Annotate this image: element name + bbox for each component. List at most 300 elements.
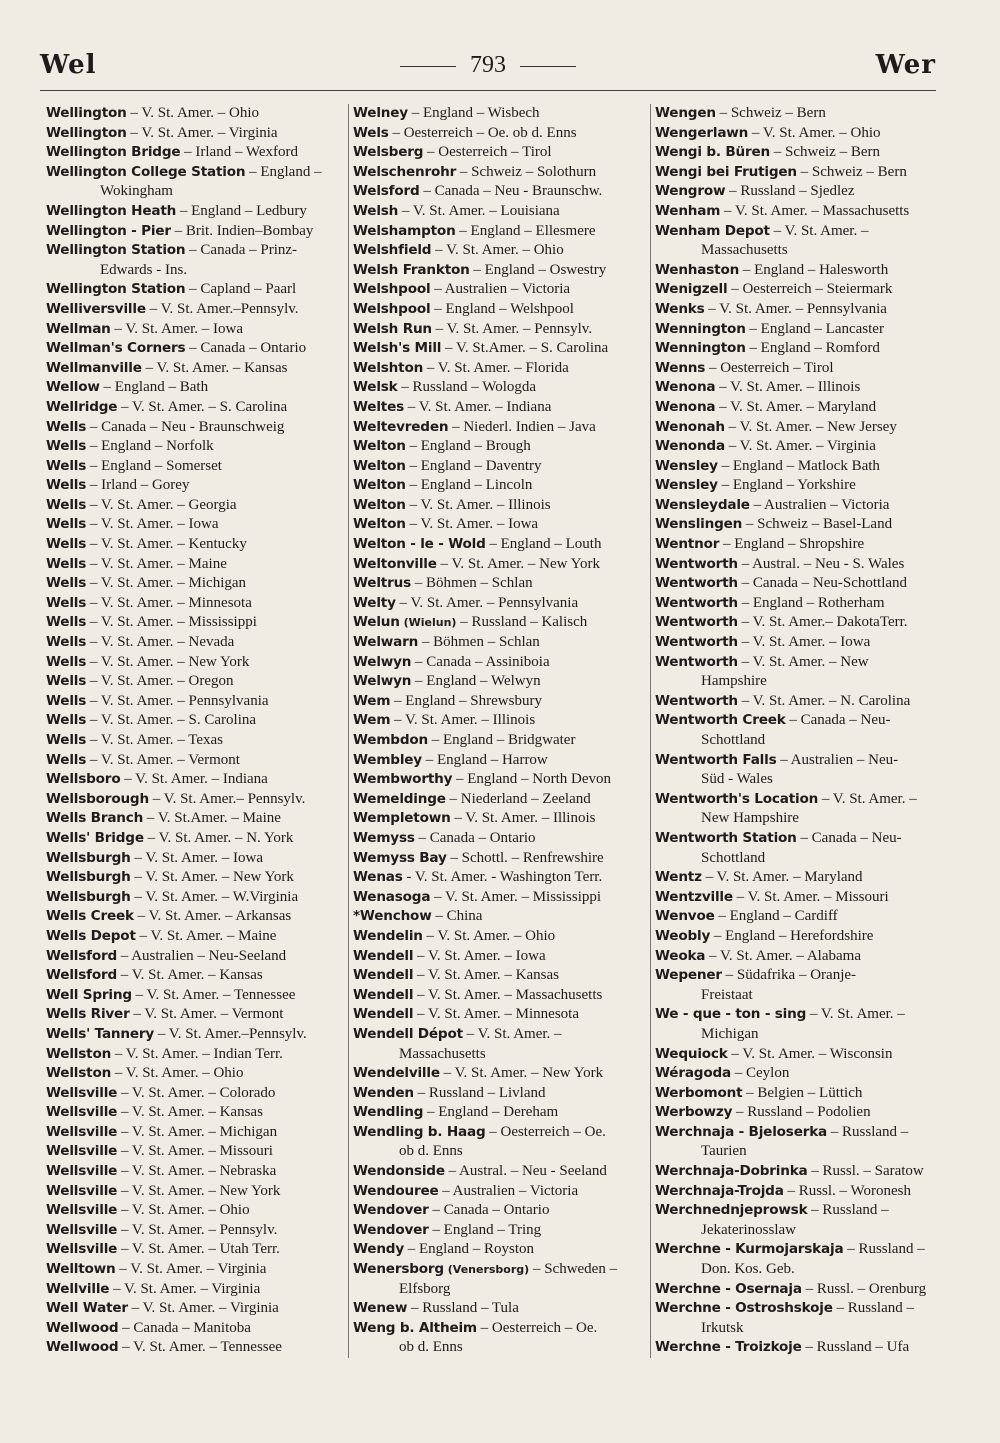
gazetteer-entry (349, 1182, 645, 1202)
entry-continuation: ob d. Enns (399, 1339, 463, 1356)
place-location: – Schweiz – Bern (770, 144, 880, 161)
place-name: Wentworth (655, 634, 738, 651)
place-location: – England – Cardiff (714, 908, 838, 925)
gazetteer-entry (349, 986, 645, 1006)
place-name: Wells Depot (46, 927, 136, 944)
place-name: Wellsford (46, 947, 118, 964)
gazetteer-entry (349, 555, 645, 575)
place-location: – V. St. Amer. – Nevada (86, 634, 235, 651)
place-location: – Canada – Neu- (785, 712, 891, 729)
gazetteer-entry (651, 378, 947, 398)
place-name: Welshpool (353, 281, 431, 298)
place-name: Welsford (353, 183, 420, 200)
gazetteer-entry (46, 1182, 342, 1202)
gazetteer-entry (651, 359, 947, 379)
place-location: – V. St. Amer. – Missouri (117, 1143, 273, 1160)
place-location: – V. St. Amer. – Kansas (413, 967, 559, 984)
gazetteer-entry (46, 1338, 342, 1358)
place-name: Wells Creek (46, 908, 134, 925)
place-location: – V. St. Amer. – Illinois (405, 496, 551, 513)
place-name: Wentworth Station (655, 829, 797, 846)
place-location: – Belgien – Lüttich (742, 1084, 863, 1101)
place-location: - V. St. Amer. - Washington Terr. (402, 869, 603, 886)
entry-continuation: Süd - Wales (701, 771, 773, 788)
place-location: – Austral. – Neu - S. Wales (737, 555, 905, 572)
place-name: Wellsville (46, 1143, 118, 1160)
gazetteer-entry (349, 320, 645, 340)
place-location: – Canada – Ontario (414, 829, 536, 846)
place-location: – Russland – Livland (413, 1084, 546, 1101)
place-name: Wendell (353, 1006, 414, 1023)
place-name: Wenigzell (655, 281, 728, 298)
place-name: Wellridge (46, 398, 118, 415)
gazetteer-entry (651, 653, 947, 673)
gazetteer-entry (651, 1045, 947, 1065)
place-location: – Russland – Podolien (732, 1104, 871, 1121)
place-location: – V. St. Amer. – Ohio (126, 105, 260, 121)
place-location: – Australien – Victoria (430, 281, 571, 298)
gazetteer-entry (46, 398, 342, 418)
gazetteer-entry (46, 1162, 342, 1182)
place-location: – V. St. Amer. – Iowa (86, 516, 219, 533)
gazetteer-entry (46, 1299, 342, 1319)
place-location: – V. St. Amer. – Missouri (732, 888, 889, 905)
gazetteer-entry (651, 574, 947, 594)
place-name: Wemeldinge (353, 790, 446, 807)
gazetteer-entry (349, 692, 645, 712)
place-name: Wendelville (353, 1065, 440, 1082)
place-location: – England – Shrewsbury (390, 692, 542, 709)
place-location: – V. St. Amer. – New Jersey (724, 418, 897, 435)
place-location: – V. St. Amer. – Ohio (111, 1065, 244, 1082)
place-name: Wembdon (353, 732, 428, 748)
place-name: Wells (46, 575, 87, 592)
gazetteer-entry (349, 1319, 645, 1339)
place-location: – England – Tring (428, 1221, 542, 1238)
place-location: – England – (245, 163, 322, 180)
place-location: – Ceylon (730, 1065, 790, 1082)
place-location: – Oesterreich – Oe. ob d. Enns (388, 124, 577, 141)
place-location: – Australien – Neu-Seeland (117, 947, 287, 964)
place-location: – Canada – Manitoba (118, 1319, 251, 1336)
place-location: – V. St. Amer. – (806, 1006, 905, 1023)
place-name: Wentworth (655, 653, 738, 670)
place-location: – V. St. Amer. – Ohio (748, 124, 881, 141)
place-name: Wennington (655, 320, 746, 337)
gazetteer-entry (651, 1240, 947, 1260)
place-location: – V. St. Amer. – New York (439, 1065, 604, 1082)
gazetteer-entry (651, 966, 947, 986)
gazetteer-entry (46, 1142, 342, 1162)
place-name: Wemyss (353, 829, 415, 846)
place-name: Welltown (46, 1261, 116, 1278)
gazetteer-entry (349, 770, 645, 790)
entry-continuation: Michigan (701, 1025, 759, 1042)
place-name: Welsh's Mill (353, 340, 442, 357)
gazetteer-entry (651, 515, 947, 535)
gazetteer-entry (46, 339, 342, 359)
place-name: Weoka (655, 947, 706, 964)
place-location: – V. St. Amer. – New York (436, 555, 600, 572)
place-name: Welshampton (353, 222, 456, 239)
place-name: Wéragoda (655, 1065, 731, 1082)
gazetteer-entry (349, 476, 645, 496)
gazetteer-entry (349, 496, 645, 516)
place-location: – V. St.Amer. – S. Carolina (441, 340, 609, 357)
place-location: – V. St. Amer. – Arkansas (133, 908, 292, 925)
place-name: Wellsville (46, 1163, 118, 1180)
gazetteer-entry (349, 182, 645, 202)
place-name: Wellington Heath (46, 202, 177, 219)
gazetteer-entry (46, 633, 342, 653)
place-name: Welwyn (353, 673, 412, 690)
gazetteer-entry (349, 359, 645, 379)
place-name: Wentworth (655, 575, 738, 592)
gazetteer-entry (651, 613, 947, 633)
place-name: Welshfield (353, 242, 432, 259)
gazetteer-entry (349, 398, 645, 418)
place-location: – Böhmen – Schlan (410, 575, 533, 592)
gazetteer-entry (651, 457, 947, 477)
gazetteer-entry (349, 280, 645, 300)
place-location: – V. St. Amer. – Tennessee (118, 1339, 282, 1356)
header-dash-right (520, 66, 576, 67)
page-number: 793 (470, 52, 506, 78)
place-location: – V. St.Amer. – Maine (143, 810, 281, 827)
place-name: Wellington (46, 105, 127, 121)
place-name: Welshton (353, 359, 424, 376)
place-location: – Canada – Neu-Schottland (737, 575, 908, 592)
place-name: Wellington (46, 124, 127, 141)
place-name: Wengi b. Büren (655, 144, 770, 161)
entry-continuation: ob d. Enns (399, 1143, 463, 1160)
place-location: – Canada – Ontario (185, 340, 307, 357)
place-name: Werchne - Kurmojarskaja (655, 1241, 844, 1258)
place-name: Wentworth Creek (655, 712, 786, 729)
gazetteer-entry (349, 1240, 645, 1260)
gazetteer-entry (46, 222, 342, 242)
gazetteer-entry (349, 613, 645, 633)
place-location: – Südafrika – Oranje- (721, 967, 857, 984)
place-name: Wellsford (46, 967, 118, 984)
gazetteer-entry (46, 1240, 342, 1260)
place-name: Wengen (655, 105, 716, 121)
place-location: – Russland – Kalisch (456, 614, 588, 631)
place-location: – V. St. Amer. – N. Carolina (737, 692, 911, 709)
place-name: Wendell (353, 967, 414, 984)
gazetteer-entry (651, 907, 947, 927)
gazetteer-entry (651, 320, 947, 340)
place-name: Wentnor (655, 536, 720, 553)
place-location: – V. St. Amer. – New (737, 653, 869, 670)
gazetteer-entry (46, 280, 342, 300)
place-location: – V. St. Amer. – Mississippi (430, 888, 602, 905)
place-name: Wellsville (46, 1084, 118, 1101)
gazetteer-entry (651, 222, 947, 242)
place-location: – Canada – Neu - Braunschweig (86, 418, 285, 435)
place-name: Wells (46, 418, 87, 435)
place-name: Wequiock (655, 1045, 728, 1062)
gazetteer-entry (651, 143, 947, 163)
place-location: – V. St. Amer. – Mississippi (86, 614, 257, 631)
place-location: – V. St. Amer. – Kentucky (86, 536, 247, 553)
place-location: – Canada – Prinz- (185, 242, 298, 259)
gazetteer-entry (46, 751, 342, 771)
place-name: Wellsville (46, 1104, 118, 1121)
place-name: Wellston (46, 1065, 112, 1082)
place-location: – V. St. Amer. – Ohio (117, 1202, 250, 1219)
place-location: – Austral. – Neu - Seeland (444, 1163, 607, 1180)
place-location: – V. St. Amer. – Virginia (109, 1280, 261, 1297)
entry-continuation: Don. Kos. Geb. (701, 1261, 795, 1278)
gazetteer-entry (349, 124, 645, 144)
place-name: Wells Branch (46, 810, 144, 827)
place-name: Welsk (353, 379, 398, 396)
place-name: Werbowzy (655, 1104, 733, 1121)
place-location: – V. St. Amer. – Illinois (390, 712, 536, 729)
gazetteer-entry (349, 829, 645, 849)
place-name: Weltevreden (353, 418, 449, 435)
place-location: – Schweiz – Bern (796, 163, 907, 180)
place-name: Wells (46, 516, 87, 533)
place-location: – V. St. Amer. – Colorado (117, 1084, 276, 1101)
place-name: Wendell (353, 947, 414, 964)
place-location: – V. St. Amer. – Louisiana (398, 202, 560, 219)
gazetteer-entry (46, 1084, 342, 1104)
place-location: – V. St. Amer. – Indiana (120, 771, 268, 788)
gazetteer-entry (651, 1338, 947, 1358)
gazetteer-entry (349, 907, 645, 927)
gazetteer-entry (651, 1005, 947, 1025)
gazetteer-entry (349, 947, 645, 967)
entry-continuation: Edwards - Ins. (100, 261, 188, 278)
gazetteer-entry (46, 966, 342, 986)
entry-continuation: Irkutsk (701, 1319, 744, 1336)
place-location: – England – Shropshire (719, 536, 865, 553)
place-location: – V. St. Amer. – (462, 1025, 562, 1042)
place-location: – England – Harrow (421, 751, 548, 768)
place-name: Weng b. Altheim (353, 1319, 477, 1336)
place-location: – V. St. Amer. – Maine (86, 555, 227, 572)
gazetteer-entry (651, 104, 947, 124)
gazetteer-entry (46, 770, 342, 790)
place-name: Wells (46, 732, 87, 748)
place-name: Wenasoga (353, 888, 431, 905)
gazetteer-entry (651, 829, 947, 849)
place-name: Wenden (353, 1084, 414, 1101)
gazetteer-entry (651, 790, 947, 810)
gazetteer-entry (349, 1221, 645, 1241)
place-location: – V. St. Amer. – Indiana (404, 398, 552, 415)
gazetteer-entry (349, 300, 645, 320)
gazetteer-entry (46, 320, 342, 340)
gazetteer-entry (46, 731, 342, 751)
gazetteer-entry (651, 1299, 947, 1319)
place-name: Weltes (353, 398, 404, 415)
gazetteer-entry (349, 927, 645, 947)
place-name: Wellsville (46, 1123, 118, 1140)
place-name: Welton (353, 457, 406, 474)
gazetteer-entry (349, 222, 645, 242)
place-name: Welliversville (46, 300, 146, 317)
place-name: Welsh Run (353, 320, 432, 337)
gazetteer-entry (46, 124, 342, 144)
place-location: – V. St. Amer. – Nebraska (117, 1163, 277, 1180)
place-name: Wenew (353, 1300, 408, 1317)
gazetteer-entry (651, 398, 947, 418)
place-location: – V. St. Amer. – Ohio (422, 927, 556, 944)
gazetteer-entry (46, 378, 342, 398)
place-name: Wells (46, 594, 87, 611)
place-location: – V. St. Amer. – Virginia (127, 1300, 279, 1317)
place-location: – Schweiz – Basel-Land (742, 516, 893, 533)
place-name: Welney (353, 105, 408, 121)
place-name: Wendell (353, 986, 414, 1003)
gazetteer-entry (46, 1103, 342, 1123)
gazetteer-entry (349, 849, 645, 869)
place-name: Welton (353, 496, 406, 513)
gazetteer-entry (46, 476, 342, 496)
alt-name: (Wielun) (399, 616, 457, 630)
place-name: Welun (353, 614, 400, 631)
column-1 (46, 104, 342, 1358)
place-name: Wendy (353, 1241, 404, 1258)
place-name: Wellington Station (46, 242, 186, 259)
place-name: Wentworth (655, 555, 738, 572)
gazetteer-entry (349, 751, 645, 771)
gazetteer-entry (349, 633, 645, 653)
place-location: – V. St. Amer. – Iowa (405, 516, 539, 533)
place-name: Wells (46, 614, 87, 631)
place-location: – V. St. Amer. – Florida (423, 359, 569, 376)
place-location: – V. St. Amer. – Illinois (450, 810, 596, 827)
gazetteer-entry (46, 888, 342, 908)
gazetteer-entry (349, 868, 645, 888)
gazetteer-entry (46, 849, 342, 869)
page-header (40, 46, 936, 86)
place-name: Wendling (353, 1104, 424, 1121)
place-name: Wells' Bridge (46, 829, 144, 846)
place-location: – China (431, 908, 483, 925)
place-location: – England – Bath (99, 379, 209, 396)
place-location: – Schweiz – Solothurn (456, 163, 597, 180)
place-location: – England – Royston (404, 1241, 534, 1258)
gazetteer-entry (349, 241, 645, 261)
place-name: Wendover (353, 1202, 429, 1219)
place-name: Wells (46, 673, 87, 690)
place-location: – V. St. Amer. – Vermont (129, 1006, 284, 1023)
place-location: – V. St. Amer. – Virginia (724, 438, 876, 455)
place-location: – Capland – Paarl (185, 281, 297, 298)
place-location: – V. St. Amer. – Utah Terr. (117, 1241, 280, 1258)
gazetteer-entry (651, 711, 947, 731)
place-location: – V. St. Amer. – Indian Terr. (111, 1045, 283, 1062)
gazetteer-entry (651, 476, 947, 496)
place-location: – Russland – (827, 1123, 909, 1140)
place-name: Werchnaja-Dobrinka (655, 1163, 808, 1180)
gazetteer-entry (349, 535, 645, 555)
place-name: Werchnaja - Bjeloserka (655, 1123, 828, 1140)
place-location: – V. St. Amer. – Wisconsin (727, 1045, 893, 1062)
gazetteer-entry (46, 829, 342, 849)
place-location: – Canada – Neu- (796, 829, 902, 846)
place-name: Wellow (46, 379, 100, 396)
place-location: – V. St. Amer. – (769, 222, 869, 239)
gazetteer-entry (349, 1201, 645, 1221)
place-name: Wellington College Station (46, 163, 246, 180)
place-location: – Australien – Victoria (438, 1182, 579, 1199)
gazetteer-entry (651, 594, 947, 614)
place-location: – V. St. Amer. – Iowa (130, 849, 264, 866)
gazetteer-entry (349, 418, 645, 438)
place-location: – V. St. Amer. – Iowa (413, 947, 546, 964)
place-name: Welton (353, 438, 406, 455)
gazetteer-entry (46, 672, 342, 692)
gazetteer-entry (46, 104, 342, 124)
gazetteer-entry (46, 1260, 342, 1280)
gazetteer-entry (46, 613, 342, 633)
column-3 (650, 104, 947, 1358)
gazetteer-entry (46, 300, 342, 320)
place-name: Wembley (353, 751, 422, 768)
gazetteer-entry (46, 143, 342, 163)
place-name: Wentzville (655, 888, 733, 905)
gazetteer-entry (651, 261, 947, 281)
entry-continuation: Massachusetts (399, 1045, 486, 1062)
gazetteer-entry (651, 868, 947, 888)
place-location: – England – Dereham (423, 1104, 559, 1121)
place-location: – England – Matlock Bath (717, 457, 880, 474)
place-name: Wenhaston (655, 261, 740, 278)
header-left-guide-word: Wel (40, 50, 97, 80)
gazetteer-entry (46, 790, 342, 810)
gazetteer-entry (46, 1005, 342, 1025)
place-name: Welschenrohr (353, 163, 457, 180)
place-location: – England – Ellesmere (455, 222, 596, 239)
gazetteer-entry (349, 1064, 645, 1084)
gazetteer-entry (349, 672, 645, 692)
gazetteer-entry (651, 1201, 947, 1221)
place-name: Wells (46, 536, 87, 553)
place-location: – Russland – Ufa (801, 1339, 910, 1356)
place-name: Wellsboro (46, 771, 121, 788)
place-name: Wenonda (655, 438, 725, 455)
place-location: – V. St. Amer. – Michigan (117, 1123, 278, 1140)
entry-continuation: Massachusetts (701, 242, 788, 259)
place-name: Wendling b. Haag (353, 1123, 486, 1140)
place-location: – V. St. Amer. – Michigan (86, 575, 247, 592)
place-location: – V. St. Amer. – Pennsylv. (117, 1221, 278, 1238)
place-location: – V. St. Amer. – N. York (143, 829, 294, 846)
place-name: Welsberg (353, 144, 424, 161)
place-name: Wellsborough (46, 790, 149, 807)
place-location: – V. St. Amer. – Oregon (86, 673, 234, 690)
gazetteer-entry (46, 496, 342, 516)
gazetteer-entry (349, 163, 645, 183)
gazetteer-entry (46, 359, 342, 379)
gazetteer-entry (651, 1064, 947, 1084)
place-location: – V. St. Amer. – Pennsylvania (395, 594, 579, 611)
gazetteer-entry (46, 1045, 342, 1065)
gazetteer-entry (46, 457, 342, 477)
place-name: Wells (46, 477, 87, 494)
place-location: – Schottl. – Renfrewshire (446, 849, 604, 866)
gazetteer-entry (46, 594, 342, 614)
place-name: Wenks (655, 300, 705, 317)
place-name: Welsh (353, 202, 399, 219)
place-name: Well Spring (46, 986, 132, 1003)
gazetteer-entry (46, 437, 342, 457)
